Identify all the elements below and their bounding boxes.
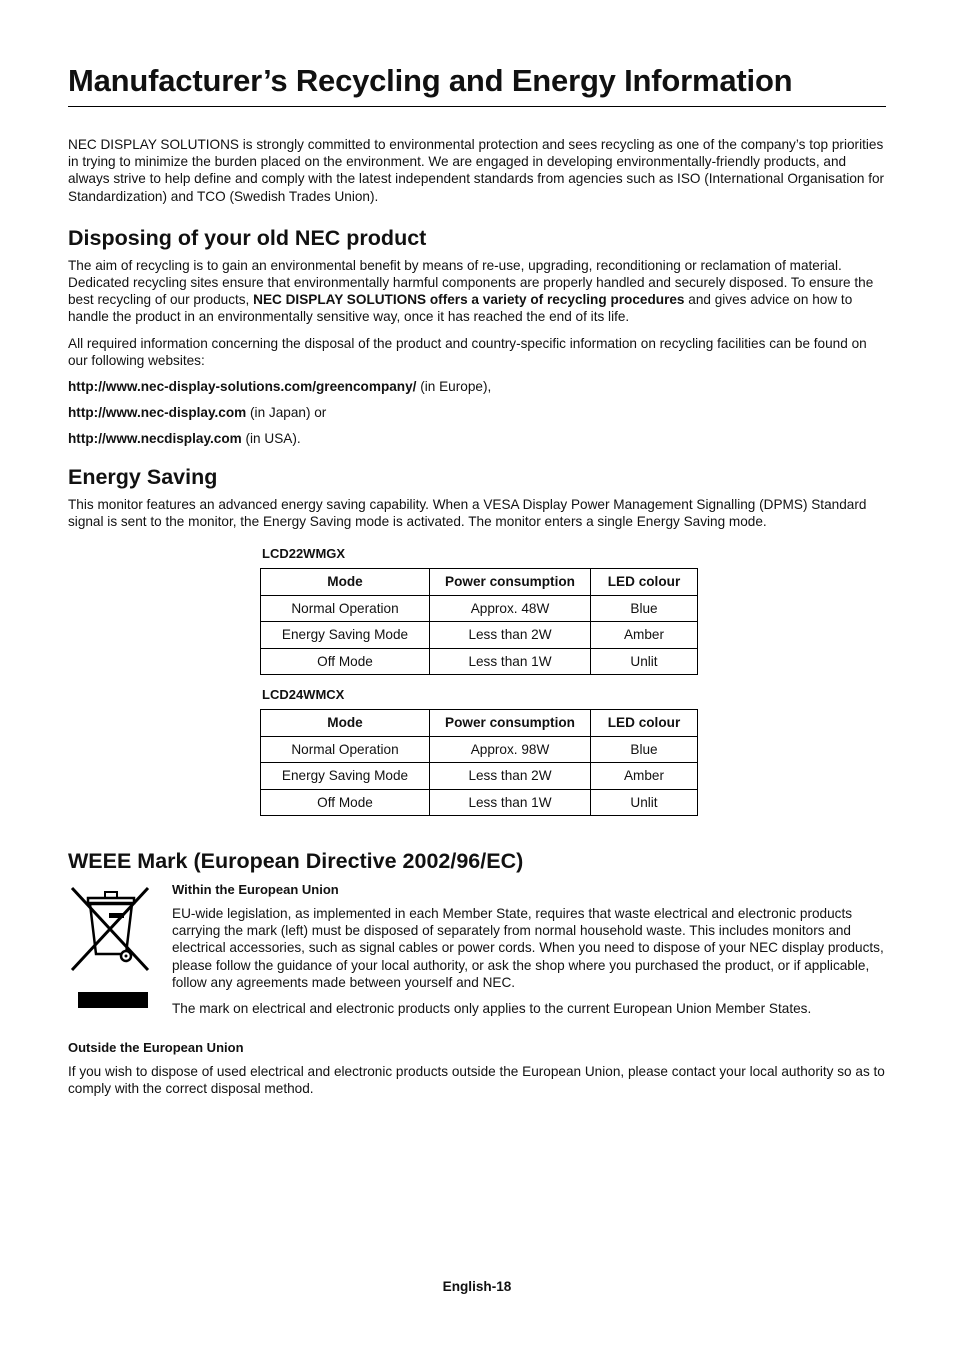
- weee-text: [172, 882, 888, 1017]
- table-row: [261, 789, 698, 816]
- link-europe-note: (in Europe),: [416, 379, 492, 395]
- model-label-lcd24wmcx: LCD24WMCX: [262, 687, 345, 703]
- weee-section: [68, 882, 886, 1032]
- table-cell: Energy Saving Mode: [261, 763, 430, 790]
- link-usa-note: (in USA).: [241, 431, 301, 447]
- recycling-aim-text: The aim of recycling is to gain an environmental benefit by means of re-use, upgrading, reconditioning or reclamation of material. Dedicated recycling sites ensure that environmentally harmful components are properly handled and securely disposed. To ensure the best recycling of our products,: [68, 257, 874, 308]
- table-cell: Unlit: [591, 789, 698, 816]
- link-europe-url[interactable]: http://www.nec-display-solutions.com/greencompany/: [68, 379, 417, 395]
- table-cell: Normal Operation: [261, 595, 430, 622]
- model-label-lcd22wmgx: LCD22WMGX: [262, 546, 346, 562]
- table-cell: Amber: [591, 622, 698, 649]
- table-cell: Energy Saving Mode: [261, 622, 430, 649]
- table-row: [261, 595, 698, 622]
- table-row: [261, 763, 698, 790]
- recycling-aim-end: and gives advice on how to handle the product in an environmentally sensitive way, once it has reached the end of its life.: [68, 292, 853, 325]
- within-eu-paragraph: EU-wide legislation, as implemented in each Member State, requires that waste electrical and electronic products carrying the mark (left) must be disposed of separately from normal household waste. This includes monitors and electrical accessories, such as signal cables or power cords. When you need to dispose of your NEC display products, please follow the guidance of your local authority, or ask the shop where you purchased the product, or if applicable, follow any agreements made between yourself and NEC.: [172, 906, 884, 990]
- table-row: [261, 648, 698, 675]
- recycling-aim-paragraph: [68, 257, 886, 326]
- table-cell: Unlit: [591, 648, 698, 675]
- table-cell: Less than 2W: [430, 622, 591, 649]
- power-table-lcd24wmcx: [260, 709, 698, 816]
- header-power: Power consumption: [430, 710, 591, 737]
- weee-heading: WEEE Mark (European Directive 2002/96/EC): [68, 849, 524, 874]
- page-number: English-18: [442, 1279, 512, 1294]
- table-cell: Less than 2W: [430, 763, 591, 790]
- page-title: Manufacturer’s Recycling and Energy Information: [68, 62, 886, 107]
- header-led: LED colour: [591, 710, 698, 737]
- within-eu-note: The mark on electrical and electronic products only applies to the current European Union Member States.: [172, 1001, 812, 1017]
- header-power: Power consumption: [430, 569, 591, 596]
- outside-eu-paragraph: If you wish to dispose of used electrical and electronic products outside the European Union, please contact your local authority so as to comply with the correct disposal method.: [68, 1064, 885, 1097]
- table-cell: Off Mode: [261, 648, 430, 675]
- outside-eu-title: Outside the European Union: [68, 1040, 244, 1056]
- table-cell: Normal Operation: [261, 736, 430, 763]
- header-led: LED colour: [591, 569, 698, 596]
- crossed-out-wheelie-bin-icon: [68, 884, 150, 1010]
- table-row: [261, 622, 698, 649]
- link-europe: [68, 378, 886, 395]
- energy-paragraph: This monitor features an advanced energy saving capability. When a VESA Display Power Management Signalling (DPMS) Standard signal is sent to the monitor, the Energy Saving mode is activated. The monitor enters a single Energy Saving mode.: [68, 496, 867, 529]
- link-japan: [68, 404, 886, 421]
- link-japan-url[interactable]: http://www.nec-display.com: [68, 405, 247, 421]
- table-cell: Less than 1W: [430, 648, 591, 675]
- header-mode: Mode: [261, 710, 430, 737]
- table-header-row: [261, 710, 698, 737]
- link-japan-note: (in Japan) or: [246, 405, 327, 421]
- intro-paragraph: NEC DISPLAY SOLUTIONS is strongly committed to environmental protection and sees recycling as one of the company’s top priorities in trying to minimize the burden placed on the environment. We are engaged in developing environmentally-friendly products, and always strive to help define and comply with the latest independent standards from agencies such as ISO (International Organisation for Standardization) and TCO (Swedish Trades Union).: [68, 137, 885, 204]
- table-cell: Blue: [591, 595, 698, 622]
- page-content: [68, 62, 886, 1097]
- disposing-heading: Disposing of your old NEC product: [68, 225, 427, 250]
- websites-intro-paragraph: All required information concerning the disposal of the product and country-specific information on recycling facilities can be found on our following websites:: [68, 335, 867, 368]
- energy-heading: Energy Saving: [68, 464, 218, 489]
- table-cell: Off Mode: [261, 789, 430, 816]
- table-cell: Less than 1W: [430, 789, 591, 816]
- recycling-aim-bold: NEC DISPLAY SOLUTIONS offers a variety of recycling procedures: [253, 292, 685, 308]
- table-cell: Blue: [591, 736, 698, 763]
- table-row: [261, 736, 698, 763]
- table-cell: Approx. 98W: [430, 736, 591, 763]
- table-header-row: [261, 569, 698, 596]
- table-cell: Approx. 48W: [430, 595, 591, 622]
- link-usa: [68, 430, 886, 447]
- within-eu-title: Within the European Union: [172, 882, 339, 898]
- link-usa-url[interactable]: http://www.necdisplay.com: [68, 431, 242, 447]
- header-mode: Mode: [261, 569, 430, 596]
- power-table-lcd22wmgx: [260, 568, 698, 675]
- table-cell: Amber: [591, 763, 698, 790]
